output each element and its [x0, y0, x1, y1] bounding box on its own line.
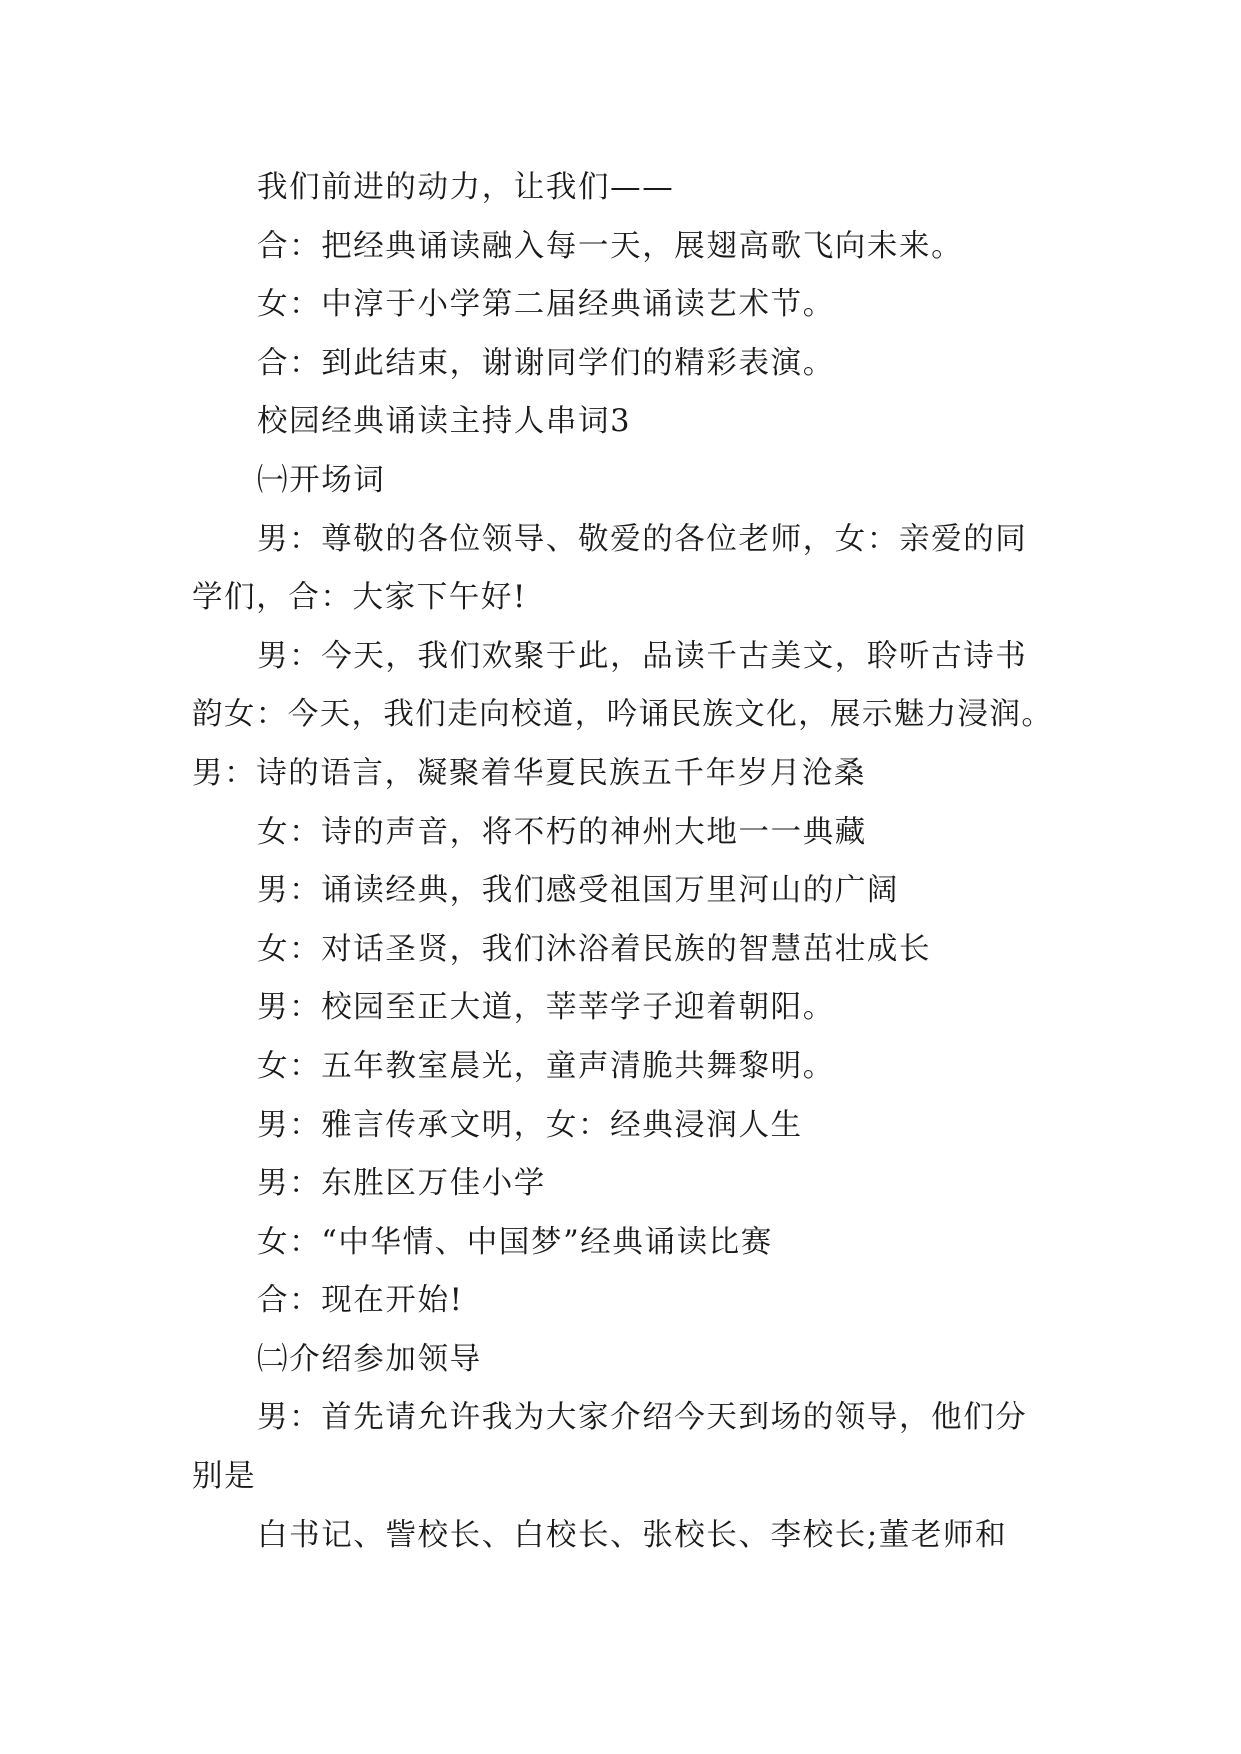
text-line: 男：诗的语言，凝聚着华夏民族五千年岁月沧桑	[192, 755, 867, 791]
text-line: 男：今天，我们欢聚于此，品读千古美文，聆听古诗书	[257, 638, 1028, 674]
text-line: 男：诵读经典，我们感受祖国万里河山的广阔	[257, 873, 899, 909]
text-line: 我们前进的动力，让我们——	[257, 170, 675, 205]
text-line: 白书记、訾校长、白校长、张校长、李校长;董老师和	[257, 1517, 1008, 1553]
document-body	[192, 159, 1056, 1565]
text-line: 男：尊敬的各位领导、敬爱的各位老师，女：亲爱的同	[257, 521, 1028, 557]
subsection-heading: ㈠开场词	[257, 462, 386, 498]
text-line: 女：对话圣贤，我们沐浴着民族的智慧茁壮成长	[257, 931, 932, 967]
text-line: 合：现在开始!	[257, 1283, 464, 1319]
text-line: 男：首先请允许我为大家介绍今天到场的领导，他们分	[257, 1400, 1028, 1436]
text-line: 韵女：今天，我们走向校道，吟诵民族文化，展示魅力浸润。	[192, 697, 1054, 733]
section-heading: 校园经典诵读主持人串词3	[257, 404, 632, 440]
text-line: 女：五年教室晨光，童声清脆共舞黎明。	[257, 1048, 835, 1084]
text-line: 男：校园至正大道，莘莘学子迎着朝阳。	[257, 990, 835, 1026]
text-line: 男：雅言传承文明，女：经典浸润人生	[257, 1107, 803, 1143]
text-line: 女：中淳于小学第二届经典诵读艺术节。	[257, 287, 835, 323]
subsection-heading: ㈡介绍参加领导	[257, 1341, 482, 1377]
text-line: 合：把经典诵读融入每一天，展翅高歌飞向未来。	[257, 228, 964, 264]
text-line: 学们，合：大家下午好!	[192, 580, 527, 616]
text-line: 男：东胜区万佳小学	[257, 1166, 546, 1202]
text-line: 女：诗的声音，将不朽的神州大地一一典藏	[257, 814, 867, 850]
text-line: 合：到此结束，谢谢同学们的精彩表演。	[257, 345, 835, 381]
text-line: 女：“中华情、中国梦”经典诵读比赛	[257, 1224, 773, 1260]
text-line: 别是	[192, 1459, 257, 1495]
